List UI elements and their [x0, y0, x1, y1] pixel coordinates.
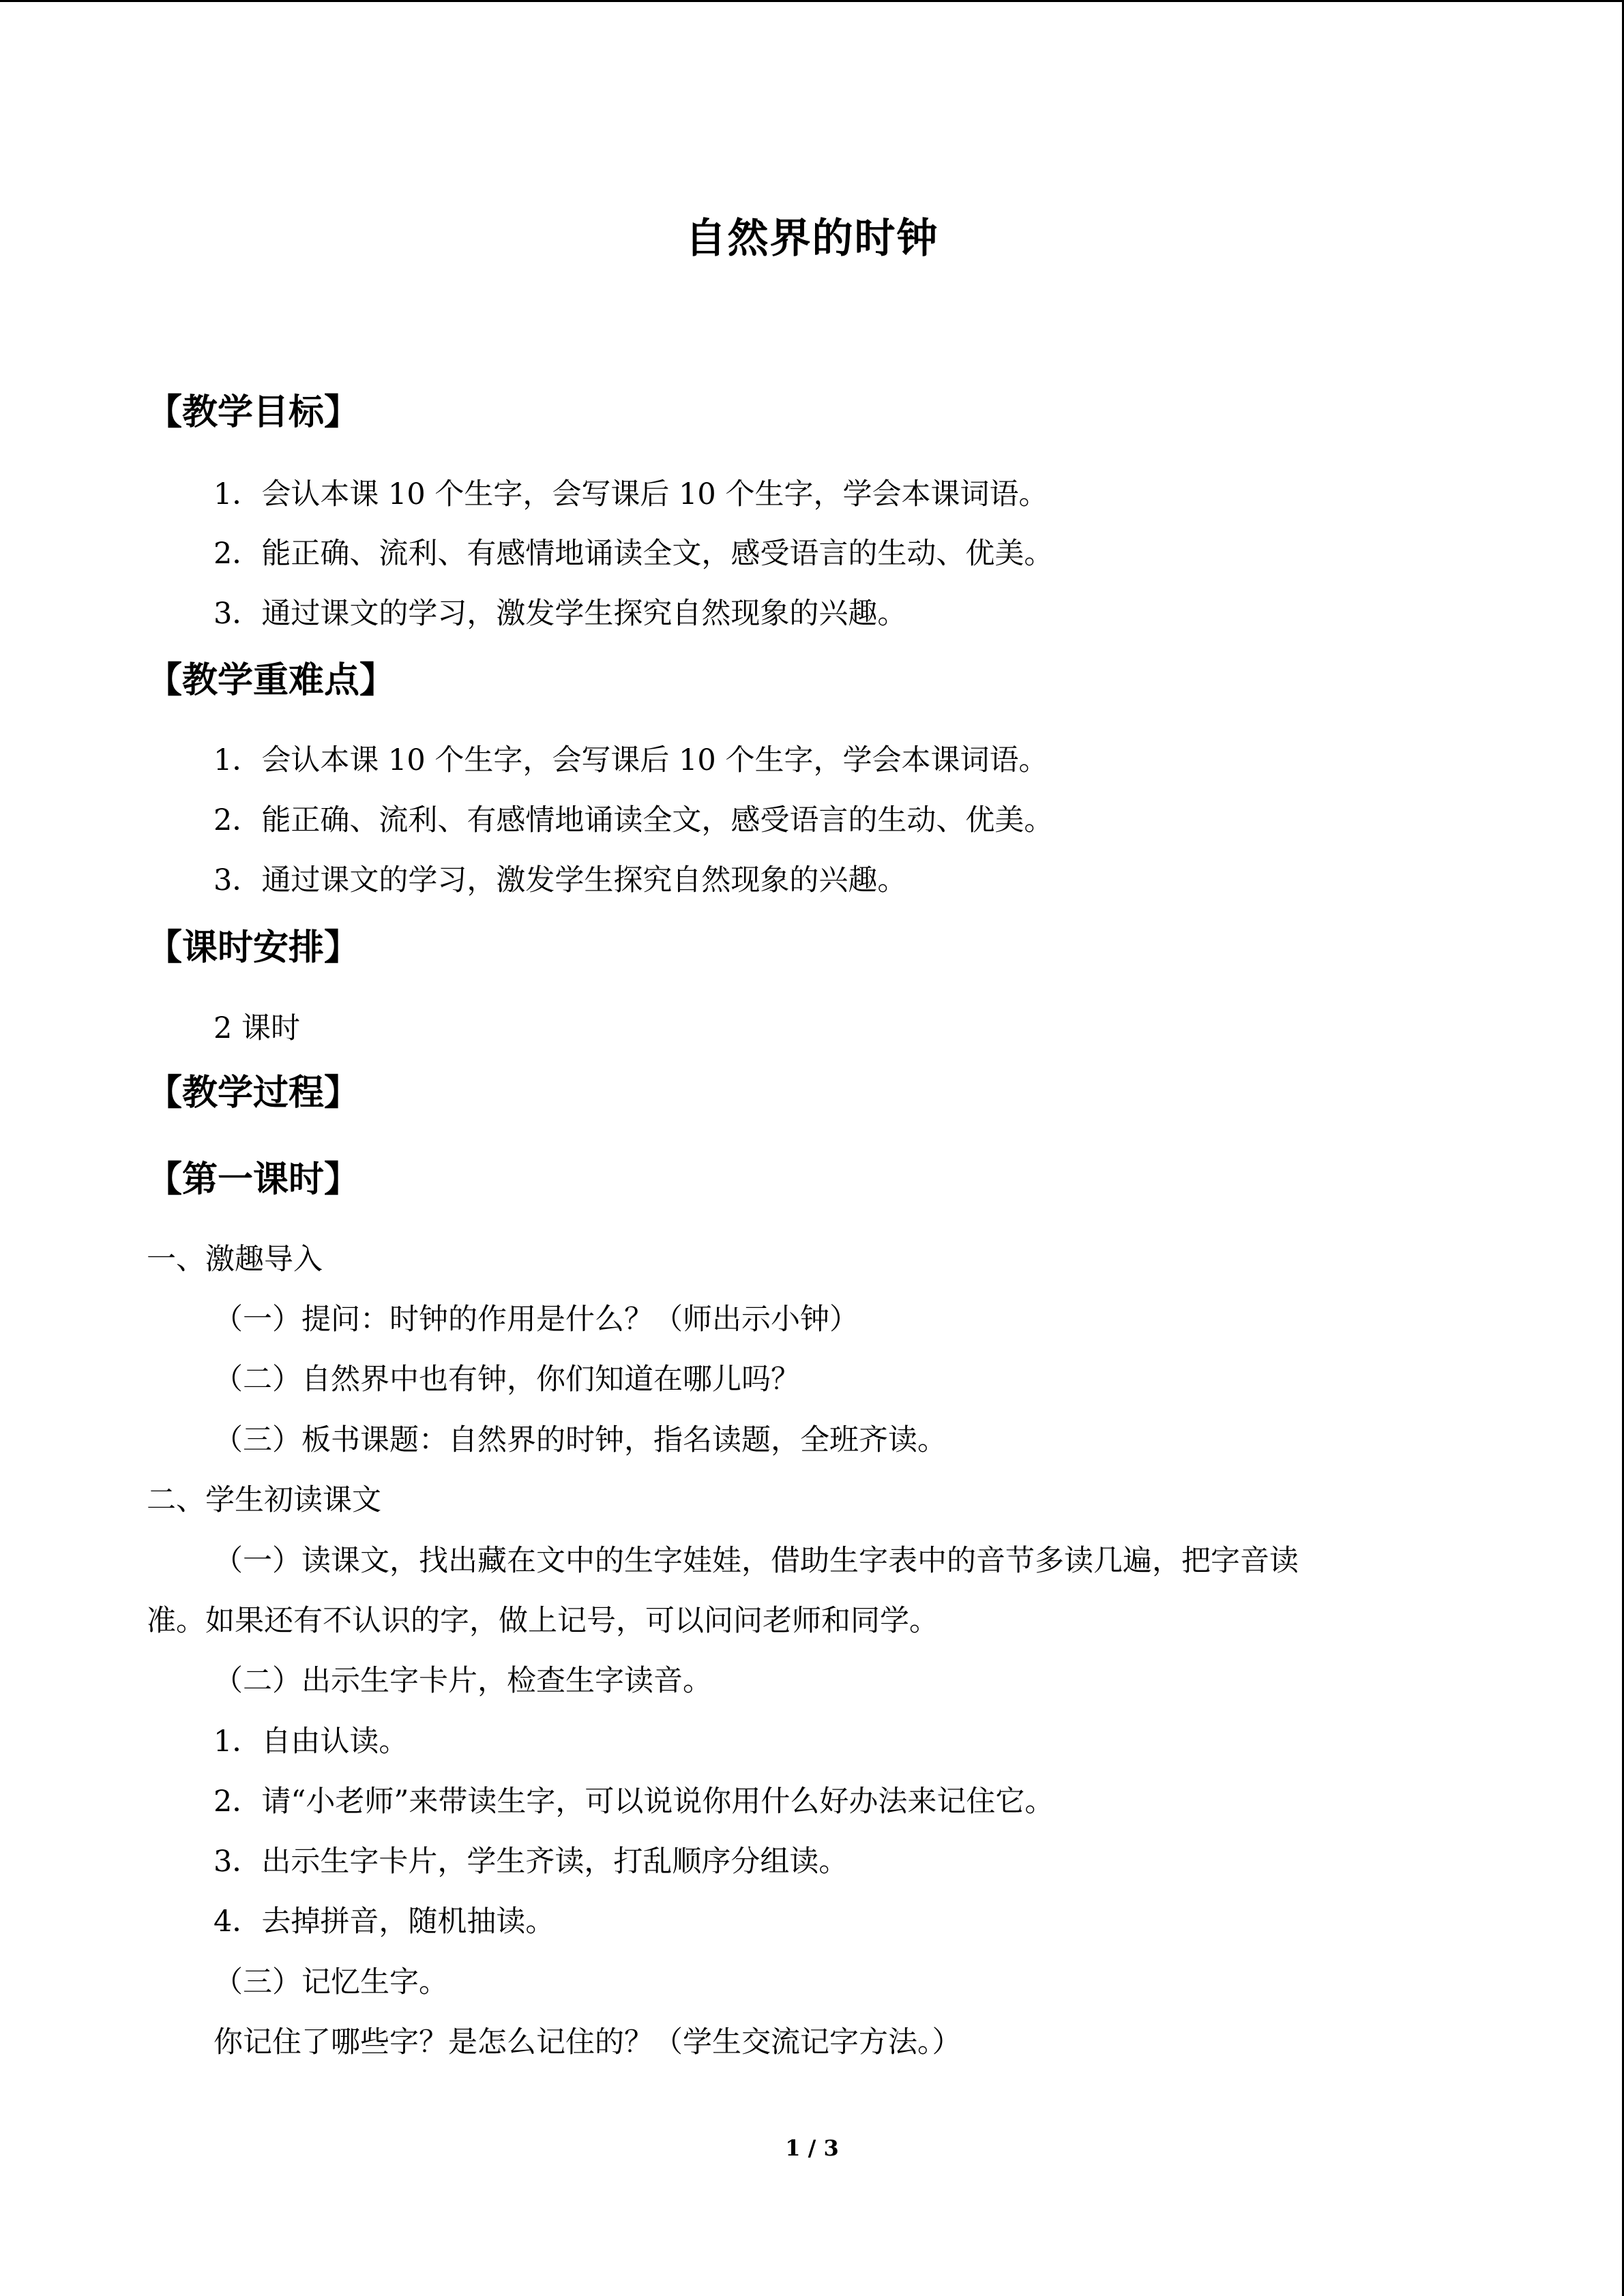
key-point-item-1: 1．会认本课 10 个生字，会写课后 10 个生字，学会本课词语。: [213, 743, 1048, 777]
part2-sub2: （二）出示生字卡片，检查生字读音。: [213, 1664, 712, 1698]
part2-step-2: 2．请“小老师”来带读生字，可以说说你用什么好办法来记住它。: [213, 1785, 1054, 1819]
goal-item-1: 1．会认本课 10 个生字，会写课后 10 个生字，学会本课词语。: [213, 477, 1048, 511]
document-title: 自然界的时钟: [685, 215, 939, 263]
part2-question: 你记住了哪些字？是怎么记住的？（学生交流记字方法。）: [213, 2025, 962, 2059]
part1-item-2: （二）自然界中也有钟，你们知道在哪儿吗？: [213, 1362, 800, 1397]
schedule-text: 2 课时: [213, 1011, 301, 1045]
part2-step-3: 3．出示生字卡片，学生齐读，打乱顺序分组读。: [213, 1845, 848, 1879]
goal-item-2: 2．能正确、流利、有感情地诵读全文，感受语言的生动、优美。: [213, 537, 1054, 571]
key-point-item-2: 2．能正确、流利、有感情地诵读全文，感受语言的生动、优美。: [213, 803, 1054, 837]
page-indicator: 1 / 3: [785, 2135, 839, 2161]
part2-step-4: 4．去掉拼音，随机抽读。: [213, 1905, 555, 1939]
section-heading-schedule: 【课时安排】: [147, 927, 360, 968]
part2-step-1: 1．自由认读。: [213, 1725, 409, 1759]
part1-title: 一、激趣导入: [147, 1242, 323, 1277]
part1-item-3: （三）板书课题：自然界的时钟，指名读题，全班齐读。: [213, 1423, 947, 1457]
section-heading-key-points: 【教学重难点】: [147, 660, 396, 701]
section-heading-goals: 【教学目标】: [147, 392, 360, 433]
part1-item-1: （一）提问：时钟的作用是什么？（师出示小钟）: [213, 1302, 859, 1337]
part2-sub3: （三）记忆生字。: [213, 1965, 448, 1999]
part2-para1-line2: 准。如果还有不认识的字，做上记号，可以问问老师和同学。: [147, 1604, 939, 1638]
part2-title: 二、学生初读课文: [147, 1483, 381, 1517]
goal-item-3: 3．通过课文的学习，激发学生探究自然现象的兴趣。: [213, 597, 907, 631]
section-heading-first-lesson: 【第一课时】: [147, 1159, 360, 1200]
section-heading-process: 【教学过程】: [147, 1073, 360, 1114]
page-border-top: [0, 0, 1624, 2]
key-point-item-3: 3．通过课文的学习，激发学生探究自然现象的兴趣。: [213, 863, 907, 897]
part2-para1-line1: （一）读课文，找出藏在文中的生字娃娃，借助生字表中的音节多读几遍，把字音读: [213, 1544, 1299, 1578]
